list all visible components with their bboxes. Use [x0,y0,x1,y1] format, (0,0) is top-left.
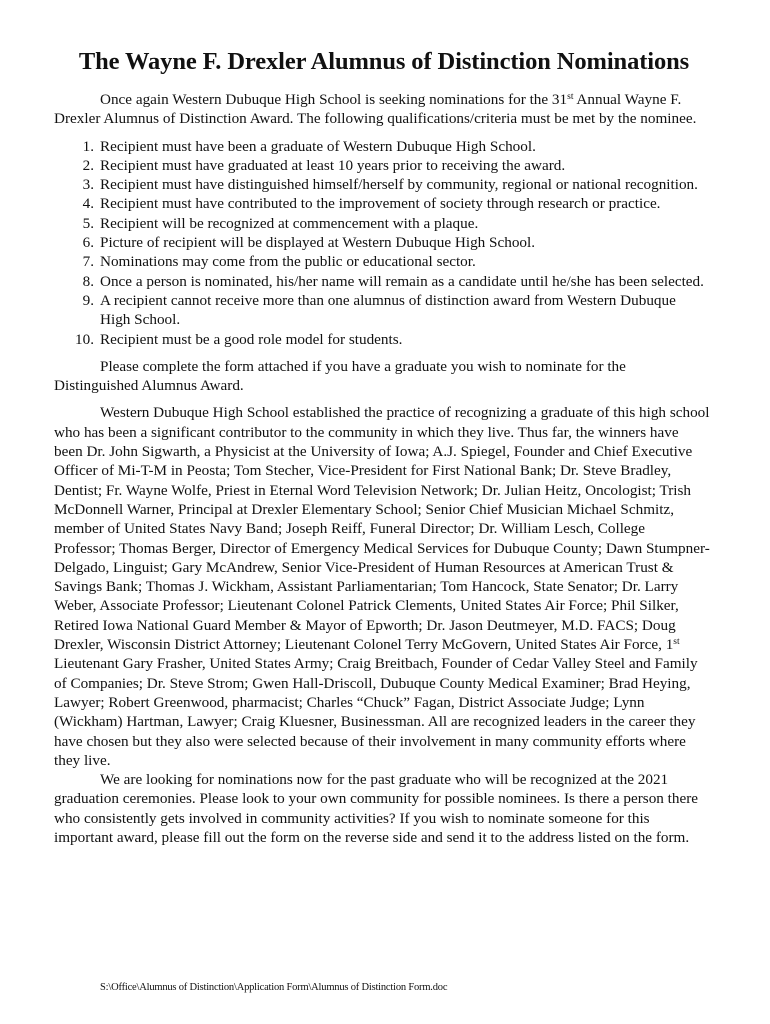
history-text-start: Western Dubuque High School established the practice of recognizing a graduate of this high school who has been a significant contributor to the community in which they live. Thus far, the winners have been Dr. John Sigwarth, a Physicist at the University of Iowa; A.J. Spiegel, Founder and Chief Executive Officer of Mi-T-M in Peosta; Tom Stecher, Vice-President for First National Bank; Dr. Steve Bradley, Dentist; Fr. Wayne Wolfe, Priest in Eternal Word Television Network; Dr. Julian Heitz, Oncologist; Trish McDonnell Warner, Principal at Drexler Elementary School; Senior Chief Musician Michael Schmitz, member of United States Navy Band; Joseph Reiff, Funeral Director; Dr. William Lesch, College Professor; Thomas Berger, Director of Emergency Medical Services for Dubuque County; Dawn Stumpner-Delgado, Linguist; Gary McAndrew, Senior Vice-President of Human Resources at American Trust & Savings Bank; Thomas J. Wickham, Assistant Parliamentarian; Tom Hancock, State Senator; Dr. Larry Weber, Associate Professor; Lieutenant Colonel Patrick Clements, United States Air Force; Phil Silker, Retired Iowa National Guard Member & Mayor of Epworth; Dr. Jason Deutmeyer, M.D. FACS; Doug Drexler, Wisconsin District Attorney; Lieutenant Colonel Terry McGovern, United States Air Force, 1 [54,404,710,654]
criteria-number: 8. [82,272,94,290]
criteria-number: 3. [82,176,94,194]
criteria-text: Recipient must have been a graduate of Western Dubuque High School. [100,137,536,155]
criteria-item [54,330,710,349]
criteria-item [54,252,710,271]
criteria-number: 2. [82,156,94,174]
criteria-text: Picture of recipient will be displayed at Western Dubuque High School. [100,234,536,252]
criteria-item [54,194,710,213]
criteria-number: 9. [82,291,94,309]
criteria-text: Recipient must be a good role model for students. [100,330,403,348]
history-text-end: Lieutenant Gary Frasher, United States Army; Craig Breitbach, Founder of Cedar Valley Steel and Family of Companies; Dr. Steve Strom; Gwen Hall-Driscoll, Dubuque County Medical Examiner; Brad Heying, Lawyer; Robert Greenwood, pharmacist; Charles “Chuck” Fagan, District Associate Judge; Lynn (Wickham) Hartman, Lawyer; Craig Kluesner, Businessman. All are recognized leaders in the career they have chosen but they also were selected because of their involvement in many community efforts where they live. [54,655,698,769]
intro-ordinal-suffix: st [567,92,574,102]
criteria-item [54,233,710,252]
criteria-item [54,272,710,291]
intro-text-end: Annual Wayne F. Drexler Alumnus of Distinction Award. The following qualifications/criteria must be met by the nominee. [54,91,697,128]
intro-text-start: Once again Western Dubuque High School is seeking nominations for the 31 [100,91,568,108]
criteria-text: Once a person is nominated, his/her name will remain as a candidate until he/she has been selected. [100,272,704,290]
criteria-item [54,156,710,175]
form-note-paragraph: Please complete the form attached if you have a graduate you wish to nominate for the Distinguished Alumnus Award. [54,357,626,395]
criteria-text: Recipient will be recognized at commencement with a plaque. [100,214,479,232]
footer-file-path: S:\Office\Alumnus of Distinction\Application Form\Alumnus of Distinction Form.doc [100,982,448,993]
intro-paragraph [54,90,710,129]
criteria-number: 7. [82,253,94,271]
history-paragraph [54,403,710,770]
criteria-text: Recipient must have contributed to the improvement of society through research or practice. [100,195,661,213]
criteria-item [54,175,710,194]
criteria-text: Recipient must have graduated at least 10 years prior to receiving the award. [100,156,566,174]
criteria-number: 10. [75,330,94,348]
history-ordinal-suffix: st [673,637,680,648]
criteria-item [54,214,710,233]
page-title: The Wayne F. Drexler Alumnus of Distinction Nominations [78,48,690,75]
closing-paragraph: We are looking for nominations now for the past graduate who will be recognized at the 2021 graduation ceremonies. Please look to your own community for possible nominees. Is there a person there who consistently gets involved in community activities? If you wish to nominate someone for this important award, please fill out the form on the reverse side and send it to the address listed on the form. [54,771,699,846]
criteria-text: A recipient cannot receive more than one alumnus of distinction award from Western Dubuque High School. [100,291,676,329]
criteria-list [54,137,710,349]
criteria-text: Nominations may come from the public or educational sector. [100,253,476,271]
document-body [54,90,710,847]
criteria-item [54,137,710,156]
criteria-number: 5. [82,214,94,232]
criteria-text: Recipient must have distinguished himself/herself by community, regional or national recognition. [100,176,698,194]
criteria-number: 4. [82,195,94,213]
criteria-number: 6. [82,234,94,252]
criteria-item [54,291,710,330]
criteria-number: 1. [82,137,94,155]
